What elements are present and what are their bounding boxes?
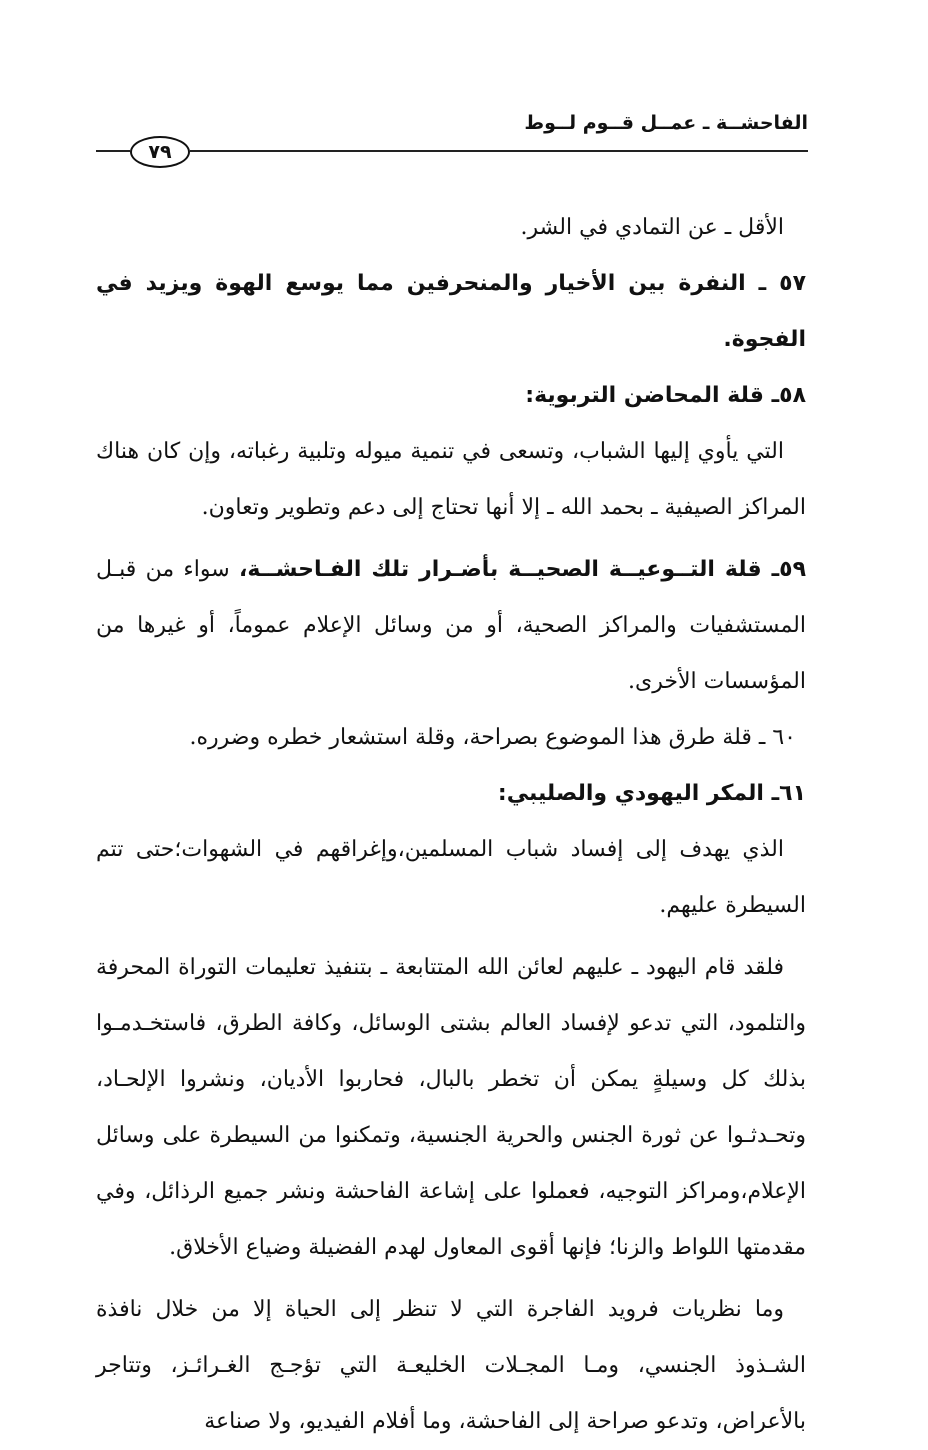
list-item-61-heading: ٦١ـ المكر اليهودي والصليبي: bbox=[497, 781, 806, 806]
page-body bbox=[96, 200, 806, 1450]
paragraph-freud: وما نظريات فرويد الفاجرة التي لا تنظر إلى الحياة إلا من خلال نافذة الشـذوذ الجنسي، ومـا المجـلات الخليعـة التي تؤجـج الغـرائـز، وتتاجر بالأعراض، وتدعو صراحة إلى الفاحشة، وما أفلام الفيديو، ولا صناعة bbox=[96, 1297, 806, 1434]
continuation-line: الأقل ـ عن التمادي في الشر. bbox=[520, 215, 784, 240]
page-number: ٧٩ bbox=[130, 136, 190, 168]
list-item-59-text: سواء من قبـل المستشفيات والمراكز الصحية، أو من وسائل الإعلام عموماً، أو غيرها من المؤسسات الأخرى. bbox=[96, 557, 806, 694]
header-rule-left bbox=[96, 150, 130, 152]
list-item-61-text: الذي يهدف إلى إفساد شباب المسلمين،وإغراقهم في الشهوات؛حتى تتم السيطرة عليهم. bbox=[96, 837, 806, 918]
list-item-59-heading: ٥٩ـ قلة التــوعيــة الصحيــة بأضـرار تلك الفـاحشــة، bbox=[239, 557, 807, 582]
running-title: الفاحشــة ـ عمــل قــوم لــوط bbox=[524, 112, 808, 134]
list-item-58-heading: ٥٨ـ قلة المحاضن التربوية: bbox=[525, 383, 806, 408]
paragraph-jews: فلقد قام اليهود ـ عليهم لعائن الله المتتابعة ـ بتنفيذ تعليمات التوراة المحرفة والتلمود، التي تدعو لإفساد العالم بشتى الوسائل، وكافة الطرق، فاستخـدمـوا بذلك كل وسيلةٍ يمكن أن تخطر بالبال، فحاربوا الأديان، ونشروا الإلحـاد، وتحـدثـوا عن ثورة الجنس والحرية الجنسية، وتمكنوا من السيطرة على وسائل الإعلام،ومراكز التوجيه، فعملوا على إشاعة الفاحشة ونشر جميع الرذائل، وفي مقدمتها اللواط والزنا؛ فإنها أقوى المعاول لهدم الفضيلة وضياع الأخلاق. bbox=[96, 955, 806, 1260]
list-item-58-text: التي يأوي إليها الشباب، وتسعى في تنمية ميوله وتلبية رغباته، وإن كان هناك المراكز الصيفية ـ بحمد الله ـ إلا أنها تحتاج إلى دعم وتطوير وتعاون. bbox=[96, 439, 806, 520]
list-item-60: ٦٠ ـ قلة طرق هذا الموضوع بصراحة، وقلة استشعار خطره وضرره. bbox=[189, 725, 796, 750]
header-rule bbox=[190, 150, 808, 152]
list-item-59 bbox=[96, 542, 806, 710]
list-item-57: ٥٧ ـ النفرة بين الأخيار والمنحرفين مما يوسع الهوة ويزيد في الفجوة. bbox=[96, 271, 806, 352]
